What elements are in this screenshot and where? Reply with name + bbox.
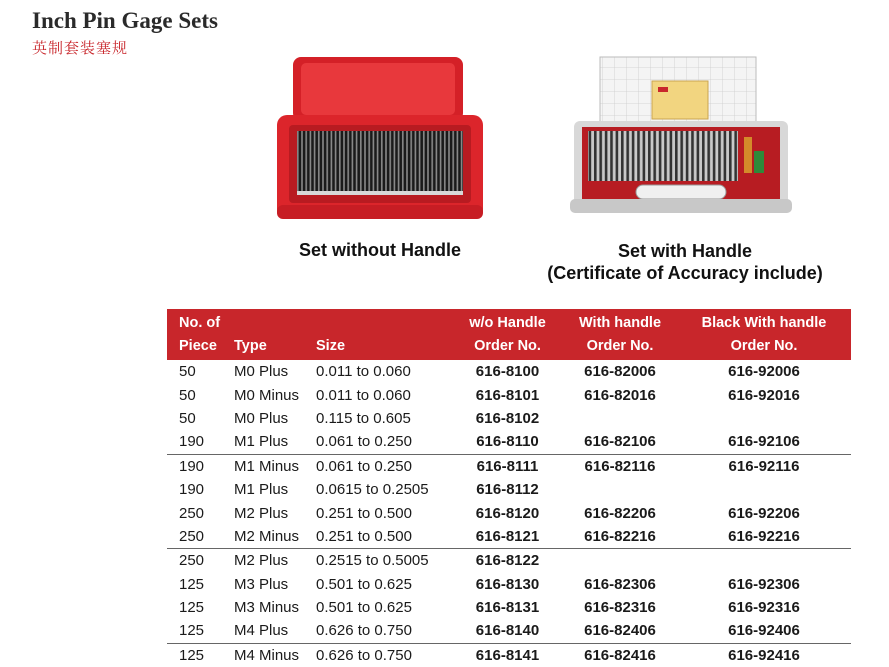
cell-order-no-handle — [563, 407, 677, 430]
caption-set-with-handle — [520, 240, 850, 284]
page-subtitle: 英制套装塞规 — [32, 40, 129, 57]
cell-order-no-black: 616-92316 — [728, 599, 800, 617]
header-cell — [222, 309, 304, 335]
header-cell: With handle — [563, 309, 677, 335]
table-row — [167, 501, 851, 524]
table-row — [167, 643, 851, 667]
header-cell: Black With handle — [677, 309, 851, 335]
header-cell: w/o Handle — [452, 309, 563, 335]
cell-type: M1 Minus — [222, 454, 304, 478]
header-cell: Type — [222, 335, 304, 360]
cell-size: 0.061 to 0.250 — [316, 433, 412, 451]
cell-size: 0.115 to 0.605 — [316, 409, 411, 427]
cell-order-no-black — [677, 549, 851, 573]
cell-piece: 250 — [179, 504, 205, 522]
cell-piece: 190 — [167, 454, 222, 478]
cell-size: 0.0615 to 0.2505 — [316, 481, 429, 499]
set-with-handle-image — [566, 55, 796, 220]
header-cell: Piece — [167, 335, 222, 360]
cell-order-no-handle: 616-82116 — [563, 454, 677, 478]
cell-order-no: 616-8110 — [476, 433, 539, 451]
cell-order-no: 616-8112 — [476, 481, 539, 499]
cell-order-no: 616-8111 — [452, 454, 563, 478]
cell-piece: 190 — [179, 433, 205, 451]
set-without-handle-image — [275, 55, 485, 223]
header-cell: Size — [304, 335, 452, 360]
table-row — [167, 478, 851, 501]
caption-certificate-note: (Certificate of Accuracy include) — [547, 263, 823, 283]
cell-order-no-black: 616-92016 — [728, 386, 800, 404]
cell-type: M4 Plus — [234, 622, 289, 640]
cell-order-no: 616-8130 — [475, 575, 540, 593]
cell-piece: 50 — [179, 363, 196, 381]
cell-order-no-black: 616-92206 — [728, 504, 800, 522]
cell-order-no-handle: 616-82206 — [584, 504, 656, 522]
table-row — [167, 596, 851, 619]
cell-order-no-black — [677, 478, 851, 501]
cell-order-no-black — [677, 407, 851, 430]
table-row — [167, 360, 851, 383]
cell-order-no-black: 616-92106 — [728, 433, 800, 451]
cell-order-no: 616-8140 — [475, 622, 540, 640]
cell-size: 0.251 to 0.500 — [316, 527, 412, 545]
cell-order-no-black: 616-92406 — [728, 622, 800, 640]
cell-type: M2 Minus — [234, 527, 300, 545]
cell-size: 0.251 to 0.500 — [316, 504, 412, 522]
cell-order-no-black: 616-92006 — [728, 363, 800, 381]
cell-order-no: 616-8102 — [475, 409, 540, 427]
cell-type: M0 Plus — [234, 363, 289, 381]
cell-order-no-handle: 616-82416 — [563, 643, 677, 667]
cell-piece: 50 — [179, 409, 196, 427]
cell-order-no-handle: 616-82406 — [584, 622, 656, 640]
caption-set-without-handle: Set without Handle — [299, 240, 461, 260]
cell-size: 0.061 to 0.250 — [304, 454, 452, 478]
cell-type: M3 Plus — [234, 575, 289, 593]
cell-size: 0.011 to 0.060 — [316, 363, 411, 381]
header-cell: Order No. — [677, 335, 851, 360]
table-row — [167, 407, 851, 430]
cell-type: M4 Minus — [222, 643, 304, 667]
header-cell: Order No. — [452, 335, 563, 360]
cell-piece: 50 — [179, 386, 196, 404]
cell-type: M1 Plus — [234, 433, 289, 451]
cell-order-no-black: 616-92416 — [677, 643, 851, 667]
cell-size: 0.626 to 0.750 — [304, 643, 452, 667]
cell-order-no: 616-8131 — [475, 599, 540, 617]
cell-size: 0.2515 to 0.5005 — [304, 549, 452, 573]
cell-order-no-handle — [563, 549, 677, 573]
cell-piece: 250 — [167, 549, 222, 573]
table-row — [167, 525, 851, 549]
table-row — [167, 383, 851, 406]
pin-gage-table — [167, 309, 851, 667]
cell-order-no-handle: 616-82016 — [584, 386, 656, 404]
caption-set-with-handle-line1: Set with Handle — [617, 241, 752, 261]
cell-order-no-black: 616-92216 — [728, 527, 800, 545]
cell-type: M1 Plus — [234, 481, 289, 499]
cell-type: M2 Plus — [234, 504, 289, 522]
cell-order-no: 616-8100 — [475, 363, 540, 381]
cell-order-no: 616-8120 — [475, 504, 540, 522]
cell-size: 0.011 to 0.060 — [316, 386, 411, 404]
cell-order-no-handle — [563, 478, 677, 501]
header-cell: No. of — [167, 309, 222, 335]
table-row — [167, 430, 851, 454]
cell-piece: 190 — [179, 481, 205, 499]
table-row — [167, 619, 851, 643]
cell-order-no: 616-8101 — [475, 386, 540, 404]
cell-size: 0.501 to 0.625 — [316, 575, 412, 593]
table-row — [167, 573, 851, 596]
cell-type: M0 Minus — [234, 386, 300, 404]
cell-order-no-handle: 616-82106 — [584, 433, 656, 451]
cell-size: 0.501 to 0.625 — [316, 599, 412, 617]
cell-type: M2 Plus — [222, 549, 304, 573]
cell-order-no-handle: 616-82316 — [584, 599, 656, 617]
cell-size: 0.626 to 0.750 — [316, 622, 412, 640]
cell-piece: 125 — [179, 575, 205, 593]
page-title: Inch Pin Gage Sets — [32, 8, 218, 33]
header-cell — [304, 309, 452, 335]
cell-order-no-black: 616-92306 — [728, 575, 800, 593]
cell-piece: 125 — [179, 622, 205, 640]
table-row — [167, 454, 851, 478]
header-cell: Order No. — [563, 335, 677, 360]
cell-order-no-black: 616-92116 — [677, 454, 851, 478]
table-header-row — [167, 309, 851, 335]
cell-order-no: 616-8141 — [452, 643, 563, 667]
cell-type: M0 Plus — [234, 409, 289, 427]
cell-piece: 125 — [179, 599, 205, 617]
table-header-row — [167, 335, 851, 360]
cell-order-no: 616-8121 — [475, 527, 540, 545]
cell-order-no-handle: 616-82216 — [584, 527, 656, 545]
cell-type: M3 Minus — [234, 599, 300, 617]
cell-order-no-handle: 616-82306 — [584, 575, 656, 593]
cell-piece: 250 — [179, 527, 205, 545]
cell-order-no-handle: 616-82006 — [584, 363, 656, 381]
cell-piece: 125 — [167, 643, 222, 667]
table-row — [167, 549, 851, 573]
cell-order-no: 616-8122 — [452, 549, 563, 573]
